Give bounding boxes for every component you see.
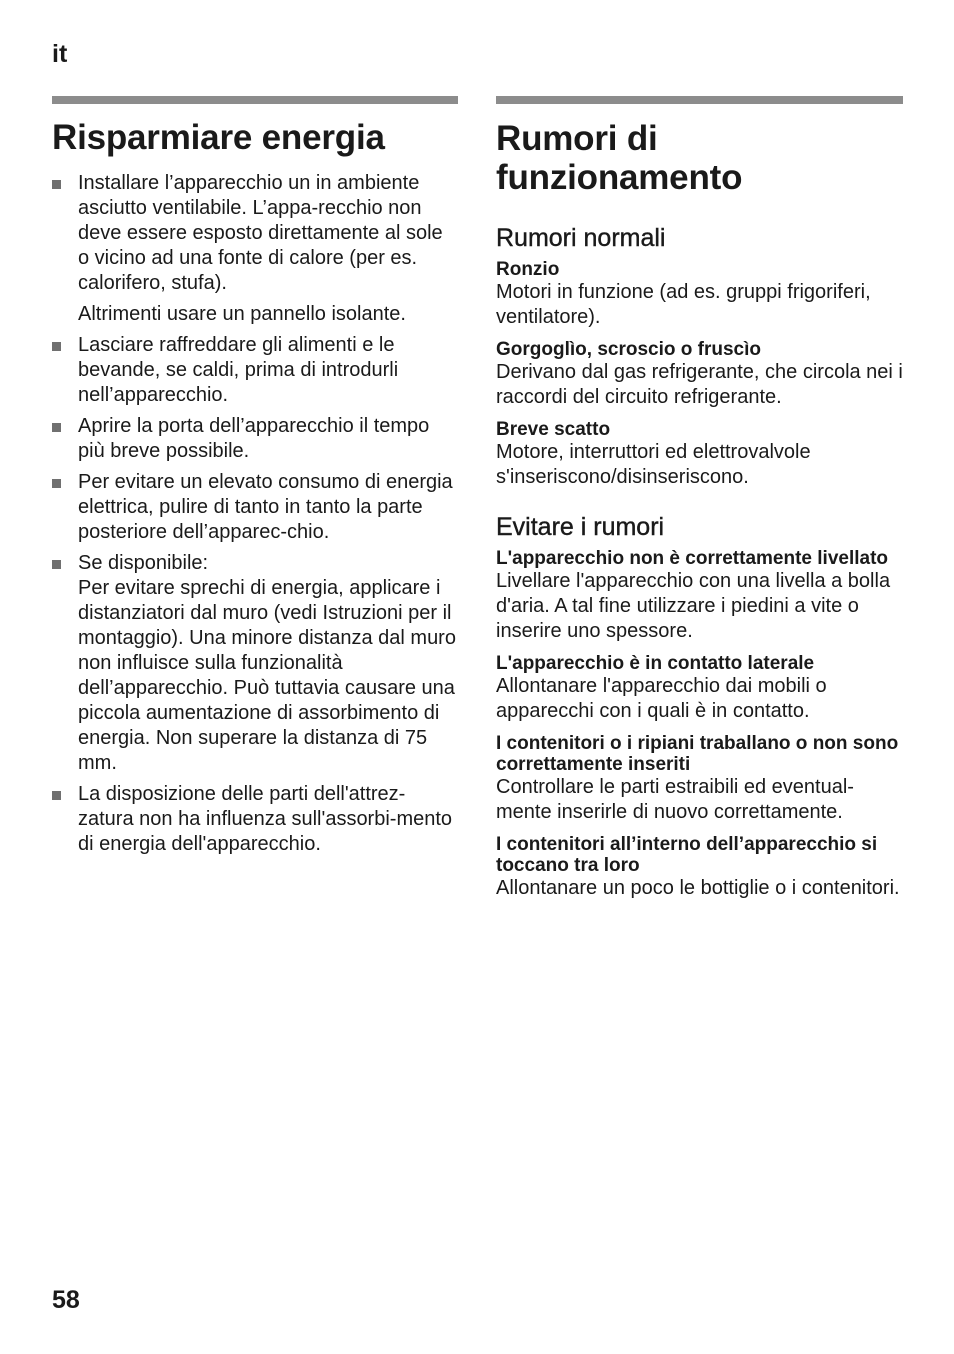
entry-text: Controllare le parti estraibili ed eventual-mente inserirle di nuovo correttamente. (496, 776, 854, 823)
section-title-energy: Risparmiare energia (52, 118, 385, 157)
section-rule (496, 96, 903, 104)
square-bullet-icon (52, 791, 61, 800)
list-item-text: Installare l’apparecchio un in ambiente asciutto ventilabile. L’appa-recchio non deve essere esposto direttamente al sole o vicino ad una fonte di calore (per es. calorifero, stufa). (78, 172, 443, 294)
language-label: it (52, 40, 68, 68)
entry-title: Ronzio (496, 259, 560, 280)
entry-text: Motori in funzione (ad es. gruppi frigoriferi, ventilatore). (496, 281, 871, 328)
list-item-text: La disposizione delle parti dell'attrez-zatura non ha influenza sull'assorbi-mento di energia dell'apparecchio. (78, 783, 453, 855)
list-item (52, 551, 458, 776)
entry-text: Livellare l'apparecchio con una livella a bolla d'aria. A tal fine utilizzare i piedini a vite o inserire uno spessore. (496, 570, 891, 642)
square-bullet-icon (52, 423, 61, 432)
right-column (496, 96, 903, 910)
square-bullet-icon (52, 560, 61, 569)
list-item (52, 470, 458, 545)
entry-title: I contenitori o i ripiani traballano o non sono correttamente inseriti (496, 733, 899, 775)
square-bullet-icon (52, 479, 61, 488)
entry-text: Allontanare un poco le bottiglie o i contenitori. (496, 877, 900, 899)
subsection-heading: Rumori normali (496, 224, 666, 252)
entry-text: Derivano dal gas refrigerante, che circola nei i raccordi del circuito refrigerante. (496, 361, 903, 408)
noise-entry (496, 653, 903, 724)
list-item (52, 414, 458, 464)
noise-entry (496, 548, 903, 644)
square-bullet-icon (52, 342, 61, 351)
entry-title: L'apparecchio non è correttamente livellato (496, 548, 889, 569)
entry-title: I contenitori all’interno dell’apparecchio si toccano tra loro (496, 834, 878, 876)
energy-tips-list (52, 171, 458, 857)
noise-entry (496, 419, 903, 490)
list-item-text: Se disponibile: Per evitare sprechi di energia, applicare i distanziatori dal muro (vedi Istruzioni per il montaggio). Una minore distanza dal muro non influisce sulla funzionalità dell’apparecchio. Può tuttavia causare una piccola aumentazione di assorbimento di energia. Non superare la distanza di 75 mm. (78, 552, 456, 774)
list-item-text: Per evitare un elevato consumo di energia elettrica, pulire di tanto in tanto la parte posteriore dell’apparec-chio. (78, 471, 453, 543)
subsection-heading: Evitare i rumori (496, 513, 665, 541)
entry-text: Motore, interruttori ed elettrovalvole s'inseriscono/disinseriscono. (496, 441, 811, 488)
section-title-noises: Rumori di funzionamento (496, 119, 743, 197)
entry-text: Allontanare l'apparecchio dai mobili o apparecchi con i quali è in contatto. (496, 675, 827, 722)
noise-entry (496, 339, 903, 410)
noise-entry (496, 834, 903, 901)
noise-entry (496, 733, 903, 825)
list-item-text: Lasciare raffreddare gli alimenti e le bevande, se caldi, prima di introdurli nell’apparecchio. (78, 334, 399, 406)
list-item-text: Aprire la porta dell’apparecchio il tempo più breve possibile. (78, 415, 430, 462)
list-item-extra: Altrimenti usare un pannello isolante. (78, 303, 406, 325)
left-column (52, 96, 458, 863)
entry-title: Gorgoglìo, scroscio o fruscìo (496, 339, 761, 360)
noise-entry (496, 259, 903, 330)
page-number: 58 (52, 1286, 80, 1314)
list-item (52, 333, 458, 408)
section-rule (52, 96, 458, 104)
list-item (52, 171, 458, 327)
square-bullet-icon (52, 180, 61, 189)
list-item (52, 782, 458, 857)
entry-title: L'apparecchio è in contatto laterale (496, 653, 815, 674)
entry-title: Breve scatto (496, 419, 611, 440)
